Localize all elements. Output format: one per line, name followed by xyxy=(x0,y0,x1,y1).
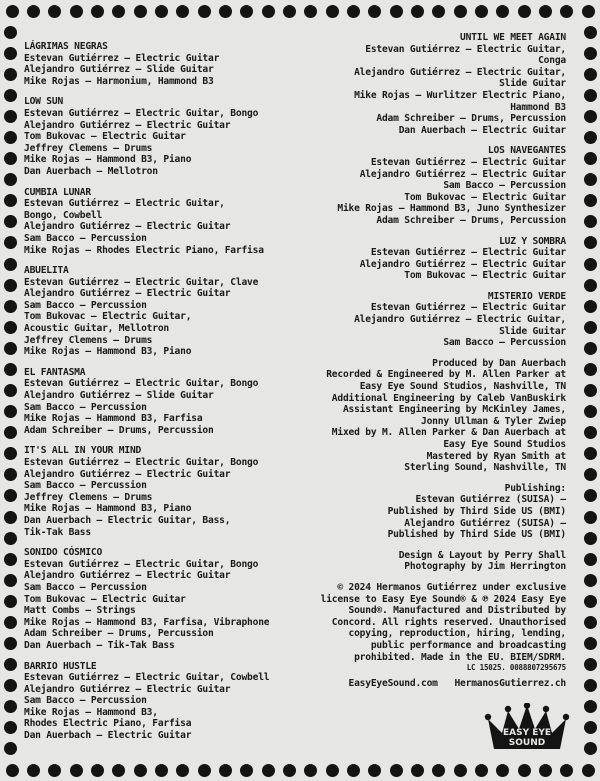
right-credits-column xyxy=(300,32,566,690)
border-dot xyxy=(560,764,573,777)
credit-line: Mike Rojas – Hammond B3, Piano xyxy=(24,346,192,358)
border-dot xyxy=(176,764,189,777)
legal-line: Sound®. Manufactured and Distributed by xyxy=(348,605,566,617)
border-dot xyxy=(584,89,597,102)
credit-line: Mike Rojas – Hammond B3, xyxy=(24,706,158,718)
border-dot xyxy=(347,5,360,18)
publishing-credits xyxy=(300,483,566,541)
design-line: Design & Layout by Perry Shall xyxy=(398,549,566,561)
credit-line: Adam Schreiber – Drums, Percussion xyxy=(376,113,566,125)
border-dot xyxy=(584,679,597,692)
border-dot xyxy=(584,532,597,545)
border-dot xyxy=(584,279,597,292)
credit-line: Alejandro Gutiérrez – Electric Guitar xyxy=(24,288,231,300)
track-title: BARRIO HUSTLE xyxy=(24,660,97,672)
border-dot xyxy=(4,321,17,334)
border-dot xyxy=(155,764,168,777)
border-dot xyxy=(368,5,381,18)
border-dot xyxy=(411,764,424,777)
border-dot xyxy=(560,5,573,18)
border-dot xyxy=(4,110,17,123)
border-dot xyxy=(4,511,17,524)
border-dot xyxy=(240,5,253,18)
track-credit-block xyxy=(300,32,566,136)
credit-line: Rhodes Electric Piano, Farfisa xyxy=(24,718,192,730)
credit-line: Alejandro Gutiérrez – Electric Guitar xyxy=(24,570,231,582)
credit-line: Estevan Gutiérrez – Electric Guitar xyxy=(370,302,566,314)
credit-line: Estevan Gutiérrez – Electric Guitar xyxy=(370,156,566,168)
design-credits xyxy=(300,550,566,573)
border-dot xyxy=(584,26,597,39)
left-credits-column xyxy=(24,41,314,751)
border-dot xyxy=(584,215,597,228)
border-dot xyxy=(496,5,509,18)
border-dot xyxy=(518,5,531,18)
border-dot xyxy=(584,616,597,629)
border-dot xyxy=(27,764,40,777)
credit-line: Sam Bacco – Percussion xyxy=(24,401,147,413)
border-dot xyxy=(584,742,597,755)
credit-line: Alejandro Gutiérrez – Electric Guitar, xyxy=(354,314,566,326)
border-dot xyxy=(584,384,597,397)
border-dot xyxy=(4,342,17,355)
border-dot xyxy=(48,5,61,18)
border-dot xyxy=(283,764,296,777)
credit-line: Alejandro Gutiérrez – Electric Guitar, xyxy=(354,66,566,78)
border-dot xyxy=(4,679,17,692)
border-dot xyxy=(4,47,17,60)
credit-line: Estevan Gutiérrez – Electric Guitar, Cowbell xyxy=(24,672,270,684)
border-dot xyxy=(27,5,40,18)
track-title: ABUELITA xyxy=(24,265,69,277)
border-dot xyxy=(584,489,597,502)
border-dot xyxy=(70,764,83,777)
track-title: MISTERIO VERDE xyxy=(487,290,566,302)
track-credit-block xyxy=(24,445,314,538)
border-dot xyxy=(584,700,597,713)
border-dot xyxy=(475,764,488,777)
border-dot xyxy=(4,489,17,502)
credit-line: Estevan Gutiérrez – Electric Guitar xyxy=(370,247,566,259)
credit-line: Estevan Gutiérrez – Electric Guitar, Bongo xyxy=(24,378,259,390)
production-line: Additional Engineering by Caleb VanBuskirk xyxy=(331,392,566,404)
credit-line: Estevan Gutiérrez – Electric Guitar, Bongo xyxy=(24,107,259,119)
border-dot xyxy=(4,658,17,671)
border-dot xyxy=(4,215,17,228)
border-dot xyxy=(584,721,597,734)
border-dot xyxy=(283,5,296,18)
credit-line: Mike Rojas – Hammond B3, Piano xyxy=(24,154,192,166)
border-dot xyxy=(91,764,104,777)
credit-line: Mike Rojas – Wurlitzer Electric Piano, xyxy=(354,89,566,101)
border-dot xyxy=(390,764,403,777)
production-line: Easy Eye Sound Studios, Nashville, TN xyxy=(359,381,566,393)
legal-notice xyxy=(300,582,566,672)
credit-line: Tom Bukovac – Electric Guitar xyxy=(24,593,186,605)
border-dot xyxy=(4,236,17,249)
border-dot xyxy=(4,194,17,207)
credit-line: Mike Rojas – Rhodes Electric Piano, Farfisa xyxy=(24,244,264,256)
credit-line: Sam Bacco – Percussion xyxy=(24,581,147,593)
border-dot xyxy=(475,5,488,18)
border-dot xyxy=(4,468,17,481)
border-dot xyxy=(584,300,597,313)
track-title: LOW SUN xyxy=(24,96,64,108)
track-credit-block xyxy=(24,96,314,177)
border-dot xyxy=(584,426,597,439)
credit-line: Estevan Gutiérrez – Electric Guitar, xyxy=(24,198,225,210)
production-credits xyxy=(300,358,566,474)
easy-eye-sound-logo xyxy=(484,703,570,753)
border-dot xyxy=(584,447,597,460)
border-dot xyxy=(4,721,17,734)
credit-line: Alejandro Gutiérrez – Electric Guitar xyxy=(359,258,566,270)
border-dot xyxy=(4,447,17,460)
border-dot xyxy=(4,173,17,186)
border-dot xyxy=(582,5,595,18)
credit-line: Hammond B3 xyxy=(510,101,566,113)
border-dot xyxy=(219,5,232,18)
credit-line: Sam Bacco – Percussion xyxy=(24,695,147,707)
credit-line: Slide Guitar xyxy=(499,78,566,90)
credit-line: Alejandro Gutiérrez – Electric Guitar xyxy=(24,683,231,695)
border-dot xyxy=(584,637,597,650)
track-title: EL FANTASMA xyxy=(24,366,86,378)
publishing-line: Estevan Gutiérrez (SUISA) – xyxy=(415,494,566,506)
border-dot xyxy=(584,574,597,587)
track-title: LUZ Y SOMBRA xyxy=(499,235,566,247)
track-title: IT'S ALL IN YOUR MIND xyxy=(24,445,142,457)
credit-line: Jeffrey Clemens – Drums xyxy=(24,334,153,346)
credit-line: Mike Rojas – Harmonium, Hammond B3 xyxy=(24,75,214,87)
credit-line: Adam Schreiber – Drums, Percussion xyxy=(376,214,566,226)
border-dot xyxy=(240,764,253,777)
production-line: Jonny Ullman & Tyler Zwiep xyxy=(421,415,566,427)
border-dot xyxy=(584,511,597,524)
border-dot xyxy=(584,363,597,376)
border-dot xyxy=(134,5,147,18)
track-credit-block xyxy=(24,265,314,358)
border-dot xyxy=(584,131,597,144)
credit-line: Alejandro Gutiérrez – Slide Guitar xyxy=(24,390,214,402)
border-dot xyxy=(198,764,211,777)
credit-line: Mike Rojas – Hammond B3, Farfisa, Vibraphone xyxy=(24,616,270,628)
border-dot xyxy=(4,595,17,608)
credit-line: Tom Bukovac – Electric Guitar xyxy=(24,131,186,143)
legal-line: Concord. All rights reserved. Unauthorised xyxy=(331,616,566,628)
border-dot xyxy=(262,5,275,18)
credit-line: Sam Bacco – Percussion xyxy=(24,299,147,311)
track-credit-block xyxy=(300,236,566,282)
track-credit-block xyxy=(24,661,314,742)
credit-line: Alejandro Gutiérrez – Electric Guitar xyxy=(359,168,566,180)
right-track-credits xyxy=(300,32,566,349)
border-dot xyxy=(4,363,17,376)
border-dot xyxy=(4,26,17,39)
track-title: CUMBIA LUNAR xyxy=(24,186,91,198)
border-dot xyxy=(584,68,597,81)
border-dot xyxy=(368,764,381,777)
production-line: Mastered by Ryan Smith at xyxy=(426,450,566,462)
credit-line: Conga xyxy=(538,55,566,67)
credit-line: Estevan Gutiérrez – Electric Guitar, Clave xyxy=(24,276,259,288)
credit-line: Tom Bukovac – Electric Guitar, xyxy=(24,311,192,323)
border-dot xyxy=(4,89,17,102)
border-dot xyxy=(584,553,597,566)
border-dot xyxy=(326,764,339,777)
border-dot xyxy=(539,764,552,777)
border-dot xyxy=(584,47,597,60)
border-dot xyxy=(584,110,597,123)
credit-line: Dan Auerbach – Electric Guitar, Bass, xyxy=(24,514,231,526)
legal-line: LC 15025. 0088807295675 xyxy=(466,663,566,673)
border-dot xyxy=(112,5,125,18)
credit-line: Estevan Gutiérrez – Electric Guitar xyxy=(24,52,220,64)
border-dot xyxy=(304,764,317,777)
track-credit-block xyxy=(300,145,566,226)
credit-line: Estevan Gutiérrez – Electric Guitar, Bongo xyxy=(24,558,259,570)
border-dot xyxy=(70,5,83,18)
border-dot xyxy=(4,742,17,755)
border-dot xyxy=(584,595,597,608)
credit-line: Dan Auerbach – Electric Guitar xyxy=(24,730,192,742)
legal-line: public performance and broadcasting xyxy=(370,639,566,651)
credit-line: Bongo, Cowbell xyxy=(24,209,103,221)
production-line: Easy Eye Sound Studios xyxy=(443,439,566,450)
border-dot xyxy=(4,574,17,587)
border-dot xyxy=(4,637,17,650)
border-dot xyxy=(304,5,317,18)
border-dot xyxy=(582,764,595,777)
border-dot xyxy=(6,764,19,777)
credit-line: Sam Bacco – Percussion xyxy=(24,480,147,492)
credit-line: Estevan Gutiérrez – Electric Guitar, Bongo xyxy=(24,457,259,468)
border-dot xyxy=(496,764,509,777)
border-dot xyxy=(584,468,597,481)
design-line: Photography by Jim Herrington xyxy=(404,561,566,573)
credit-line: Mike Rojas – Hammond B3, Juno Synthesizer xyxy=(337,203,566,215)
border-dot xyxy=(454,764,467,777)
border-dot xyxy=(134,764,147,777)
credit-line: Sam Bacco – Percussion xyxy=(443,337,566,349)
border-dot xyxy=(219,764,232,777)
production-line: Produced by Dan Auerbach xyxy=(432,357,566,369)
credit-line: Alejandro Gutiérrez – Electric Guitar xyxy=(24,468,231,480)
svg-text:EASY EYE: EASY EYE xyxy=(502,728,552,738)
publishing-line: Alejandro Gutiérrez (SUISA) – xyxy=(404,517,566,529)
border-dot xyxy=(432,5,445,18)
border-dot xyxy=(155,5,168,18)
border-dot xyxy=(347,764,360,777)
border-dot xyxy=(4,152,17,165)
credit-line: Jeffrey Clemens – Drums xyxy=(24,142,153,154)
credit-line: Dan Auerbach – Tik-Tak Bass xyxy=(24,639,175,651)
credit-line: Sam Bacco – Percussion xyxy=(24,232,147,244)
border-dot xyxy=(539,5,552,18)
credit-line: Mike Rojas – Hammond B3, Farfisa xyxy=(24,413,203,425)
legal-line: copying, reproduction, hiring, lending, xyxy=(348,628,566,640)
border-dot xyxy=(4,553,17,566)
legal-line: license to Easy Eye Sound® & ℗ 2024 Easy Eye xyxy=(320,593,566,605)
border-dot xyxy=(176,5,189,18)
track-credit-block xyxy=(24,367,314,437)
credit-line: Dan Auerbach – Mellotron xyxy=(24,165,158,177)
border-dot xyxy=(518,764,531,777)
border-dot xyxy=(390,5,403,18)
border-dot xyxy=(198,5,211,18)
credit-line: Jeffrey Clemens – Drums xyxy=(24,491,153,503)
border-dot xyxy=(4,426,17,439)
credit-line: Alejandro Gutiérrez – Slide Guitar xyxy=(24,64,214,76)
credit-line: Adam Schreiber – Drums, Percussion xyxy=(24,628,214,640)
credit-line: Mike Rojas – Hammond B3, Piano xyxy=(24,503,192,515)
track-credit-block xyxy=(24,187,314,257)
border-dot xyxy=(4,68,17,81)
border-dot xyxy=(262,764,275,777)
credit-line: Tom Bukovac – Electric Guitar xyxy=(404,191,566,203)
production-line: Assistant Engineering by McKinley James, xyxy=(342,404,566,416)
border-dot xyxy=(4,384,17,397)
border-dot xyxy=(4,405,17,418)
border-dot xyxy=(584,194,597,207)
border-dot xyxy=(4,616,17,629)
credit-line: Sam Bacco – Percussion xyxy=(443,180,566,192)
credit-line: Tik-Tak Bass xyxy=(24,526,91,538)
border-dot xyxy=(454,5,467,18)
border-dot xyxy=(584,258,597,271)
border-dot xyxy=(432,764,445,777)
production-line: Sterling Sound, Nashville, TN xyxy=(404,462,566,474)
credit-line: Matt Combs – Strings xyxy=(24,605,136,617)
border-dot xyxy=(584,152,597,165)
credit-line: Alejandro Gutiérrez – Electric Guitar xyxy=(24,221,231,233)
track-title: SONIDO CÓSMICO xyxy=(24,547,103,559)
production-line: Recorded & Engineered by M. Allen Parker at xyxy=(326,369,566,381)
border-dot xyxy=(411,5,424,18)
credit-line: Alejandro Gutiérrez – Electric Guitar xyxy=(24,119,231,131)
border-dot xyxy=(4,258,17,271)
border-dot xyxy=(4,300,17,313)
credit-line: Acoustic Guitar, Mellotron xyxy=(24,323,169,335)
track-title: LOS NAVEGANTES xyxy=(487,145,566,157)
border-dot xyxy=(91,5,104,18)
credit-line: Tom Bukovac – Electric Guitar xyxy=(404,270,566,282)
border-dot xyxy=(584,342,597,355)
legal-line: © 2024 Hermanos Gutiérrez under exclusive xyxy=(337,581,566,593)
credit-line: Slide Guitar xyxy=(499,325,566,337)
border-dot xyxy=(4,532,17,545)
border-dot xyxy=(584,173,597,186)
production-line: Mixed by M. Allen Parker & Dan Auerbach at xyxy=(331,427,566,439)
track-title: LÁGRIMAS NEGRAS xyxy=(24,41,108,52)
border-dot xyxy=(48,764,61,777)
border-dot xyxy=(584,405,597,418)
border-dot xyxy=(112,764,125,777)
credit-line: Estevan Gutiérrez – Electric Guitar, xyxy=(365,43,566,55)
border-dot xyxy=(4,279,17,292)
svg-text:SOUND: SOUND xyxy=(508,738,546,748)
publishing-line: Published by Third Side US (BMI) xyxy=(387,529,566,541)
track-credit-block xyxy=(24,547,314,651)
border-dot xyxy=(4,700,17,713)
border-dot xyxy=(4,131,17,144)
legal-line: prohibited. Made in the EU. BIEM/SDRM. xyxy=(354,651,566,663)
border-dot xyxy=(584,236,597,249)
border-dot xyxy=(584,658,597,671)
border-dot xyxy=(326,5,339,18)
track-credit-block xyxy=(300,291,566,349)
credit-line: Dan Auerbach – Electric Guitar xyxy=(398,124,566,136)
publishing-line: Published by Third Side US (BMI) xyxy=(387,505,566,517)
credit-line: Adam Schreiber – Drums, Percussion xyxy=(24,424,214,436)
border-dot xyxy=(584,321,597,334)
website-links: EasyEyeSound.com HermanosGutierrez.ch xyxy=(348,678,566,690)
track-credit-block xyxy=(24,41,314,87)
border-dot xyxy=(6,5,19,18)
publishing-line: Publishing: xyxy=(504,482,566,494)
track-title: UNTIL WE MEET AGAIN xyxy=(460,32,566,43)
